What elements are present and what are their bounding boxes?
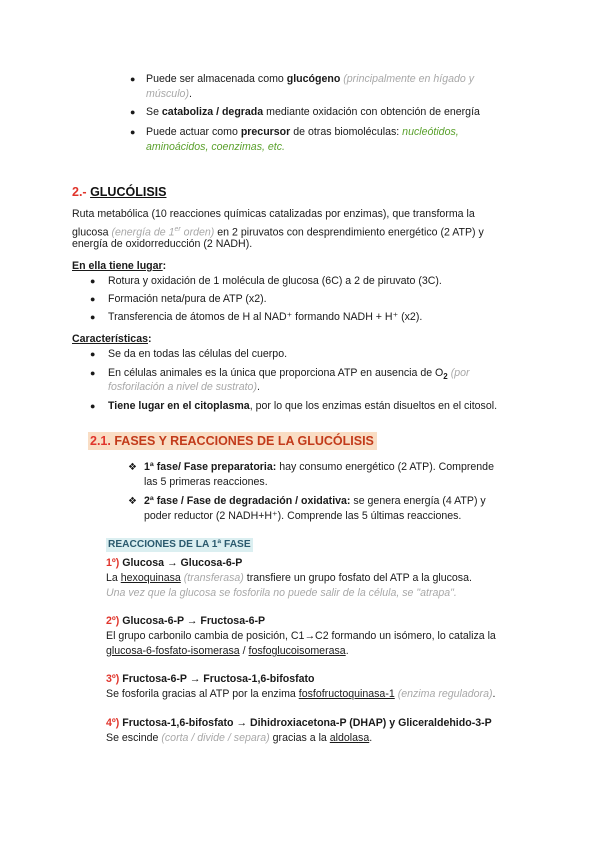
list-item-continuation: fosforilación a nivel de sustrato). bbox=[108, 381, 260, 393]
bullet-icon: ● bbox=[130, 107, 136, 117]
section-description: Ruta metabólica (10 reacciones químicas catalizadas por enzimas), que transforma la bbox=[72, 208, 475, 220]
bullet-icon: ● bbox=[90, 368, 96, 378]
section-description: glucosa (energía de 1er orden) en 2 piruvatos con desprendimiento energético (2 ATP) y bbox=[72, 226, 484, 239]
phase-item-continuation: poder reductor (2 NADH+H⁺). Comprende las 5 últimas reacciones. bbox=[144, 510, 462, 522]
reaction-note: Una vez que la glucosa se fosforila no puede salir de la célula, se "atrapa". bbox=[106, 587, 457, 599]
bullet-icon: ● bbox=[130, 74, 136, 84]
reaction-title: 4º) Fructosa-1,6-bifosfato → Dihidroxiacetona-P (DHAP) y Gliceraldehido-3-P bbox=[106, 717, 492, 729]
bullet-icon: ● bbox=[90, 401, 96, 411]
section-description: energía de oxidorreducción (2 NADH). bbox=[72, 238, 253, 250]
reaction-title: 1º) Glucosa → Glucosa-6-P bbox=[106, 557, 243, 569]
reaction-text: Se fosforila gracias al ATP por la enzima fosfofructoquinasa-1 (enzima reguladora). bbox=[106, 688, 496, 700]
list-item-continuation: aminoácidos, coenzimas, etc. bbox=[146, 141, 285, 153]
bullet-icon: ● bbox=[90, 276, 96, 286]
reaction-text: Se escinde (corta / divide / separa) gracias a la aldolasa. bbox=[106, 732, 373, 744]
reaction-text: glucosa-6-fosfato-isomerasa / fosfoglucoisomerasa. bbox=[106, 645, 349, 657]
bullet-icon: ● bbox=[90, 349, 96, 359]
reactions-heading: REACCIONES DE LA 1ª FASE bbox=[108, 539, 251, 550]
bullet-icon: ● bbox=[130, 127, 136, 137]
subheading-lugar: En ella tiene lugar: bbox=[72, 260, 167, 272]
list-item-continuation: músculo). bbox=[146, 88, 192, 100]
bullet-icon: ● bbox=[90, 294, 96, 304]
section-heading-fases: 2.1. FASES Y REACCIONES DE LA GLUCÓLISIS bbox=[88, 432, 377, 450]
reaction-title: 3º) Fructosa-6-P → Fructosa-1,6-bifosfato bbox=[106, 673, 315, 685]
phase-item-continuation: las 5 primeras reacciones. bbox=[144, 476, 268, 488]
bullet-icon: ● bbox=[90, 312, 96, 322]
section-heading-glucolisis: 2.- GLUCÓLISIS bbox=[72, 185, 167, 199]
reaction-text: El grupo carbonilo cambia de posición, C1→C2 formando un isómero, lo cataliza la bbox=[106, 630, 496, 642]
reaction-title: 2º) Glucosa-6-P → Fructosa-6-P bbox=[106, 615, 266, 627]
subheading-caracteristicas: Características: bbox=[72, 333, 152, 345]
diamond-bullet-icon: ❖ bbox=[128, 462, 137, 473]
reaction-text: La hexoquinasa (transferasa) transfiere un grupo fosfato del ATP a la glucosa. bbox=[106, 572, 472, 584]
diamond-bullet-icon: ❖ bbox=[128, 496, 137, 507]
